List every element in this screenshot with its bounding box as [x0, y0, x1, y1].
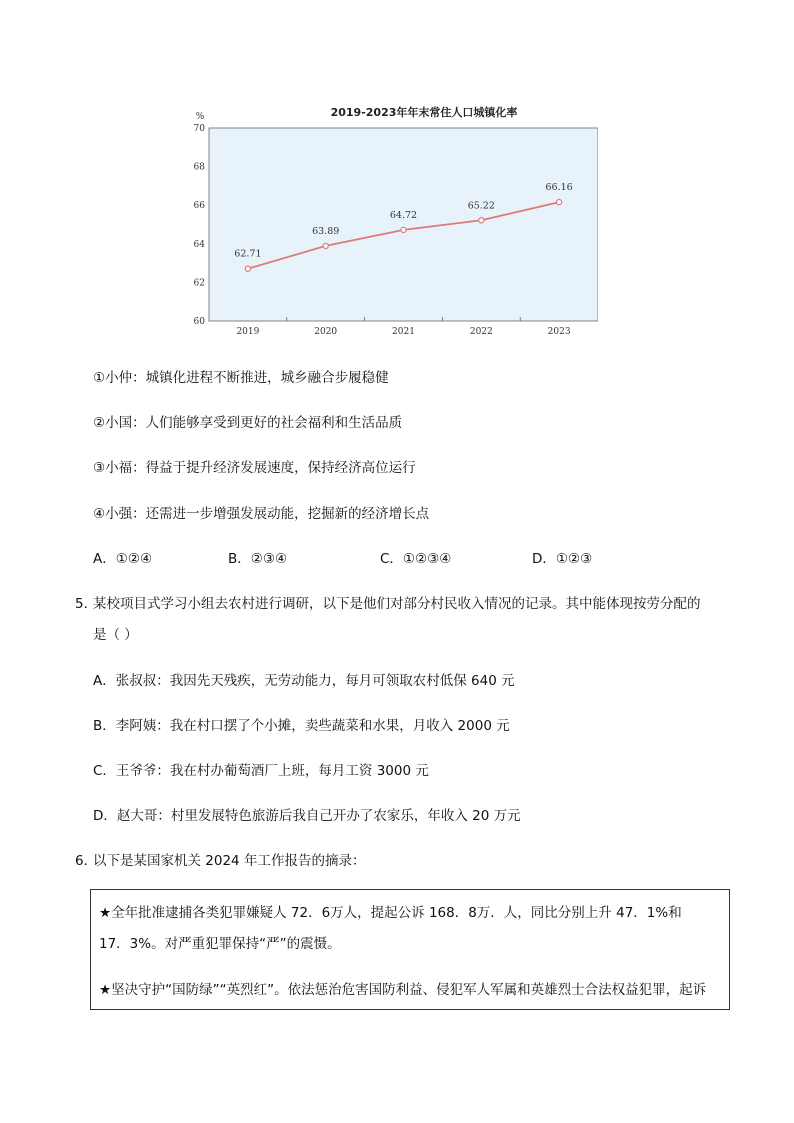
x-tick-label: 2023 [547, 327, 571, 337]
data-label: 65.22 [467, 200, 495, 212]
data-point [557, 200, 562, 205]
data-label: 62.71 [234, 248, 262, 260]
q4-statement-2: ②小国：人们能够享受到更好的社会福利和生活品质 [93, 415, 403, 431]
q5-option-a[interactable]: A．张叔叔：我因先天残疾，无劳动能力，每月可领取农村低保 640 元 [93, 673, 515, 689]
q4-option-d[interactable]: D．①②③ [532, 551, 593, 567]
x-tick-label: 2022 [469, 327, 493, 337]
q5-stem-line2: 是（ ） [93, 627, 138, 643]
y-tick-label: 68 [193, 162, 205, 173]
q5-option-b[interactable]: B．李阿姨：我在村口摆了个小摊，卖些蔬菜和水果，月收入 2000 元 [93, 718, 510, 734]
chart-title: 2019-2023年年末常住人口城镇化率 [330, 106, 518, 119]
plot-area [209, 128, 598, 321]
y-tick-label: 60 [193, 317, 205, 327]
x-tick-label: 2020 [314, 327, 338, 337]
x-tick-label: 2021 [392, 327, 415, 337]
q4-statement-3: ③小福：得益于提升经济发展速度，保持经济高位运行 [93, 460, 416, 476]
excerpt-line-2: 17．3%。对严重犯罪保持“严”的震慑。 [99, 936, 341, 952]
data-point [323, 243, 328, 248]
q5-stem-line1: 某校项目式学习小组去农村进行调研，以下是他们对部分村民收入情况的记录。其中能体现按劳分配的 [93, 596, 701, 612]
data-point [479, 218, 484, 223]
q4-option-b[interactable]: B．②③④ [228, 551, 288, 567]
urbanization-line-chart [188, 100, 598, 340]
q4-option-a[interactable]: A．①②④ [93, 551, 153, 567]
q4-statement-1: ①小仲：城镇化进程不断推进，城乡融合步履稳健 [93, 370, 389, 386]
y-axis-unit: % [195, 112, 205, 122]
y-tick-label: 62 [193, 278, 205, 289]
data-label: 63.89 [312, 225, 340, 237]
q5-option-c[interactable]: C．王爷爷：我在村办葡萄酒厂上班，每月工资 3000 元 [93, 763, 429, 779]
excerpt-line-3: ★坚决守护“国防绿”“英烈红”。依法惩治危害国防利益、侵犯军人军属和英雄烈士合法权益犯罪，起诉 [99, 982, 707, 998]
q5-number: 5． [75, 596, 98, 612]
q6-excerpt-box [90, 889, 730, 1010]
q4-option-c[interactable]: C．①②③④ [380, 551, 452, 567]
data-point [245, 266, 250, 271]
data-point [401, 227, 406, 232]
q6-stem: 以下是某国家机关 2024 年工作报告的摘录： [93, 853, 366, 869]
y-tick-label: 70 [193, 124, 205, 134]
q5-option-d[interactable]: D．赵大哥：村里发展特色旅游后我自己开办了农家乐，年收入 20 万元 [93, 808, 521, 824]
y-tick-label: 66 [193, 201, 205, 212]
q6-number: 6． [75, 853, 98, 869]
y-tick-label: 64 [193, 239, 205, 250]
data-label: 66.16 [545, 182, 573, 194]
q4-statement-4: ④小强：还需进一步增强发展动能，挖掘新的经济增长点 [93, 506, 430, 522]
data-label: 64.72 [389, 209, 418, 221]
excerpt-line-1: ★全年批准逮捕各类犯罪嫌疑人 72．6万人，提起公诉 168．8万．人，同比分别上升 47．1%和 [99, 905, 682, 921]
x-tick-label: 2019 [236, 327, 260, 337]
